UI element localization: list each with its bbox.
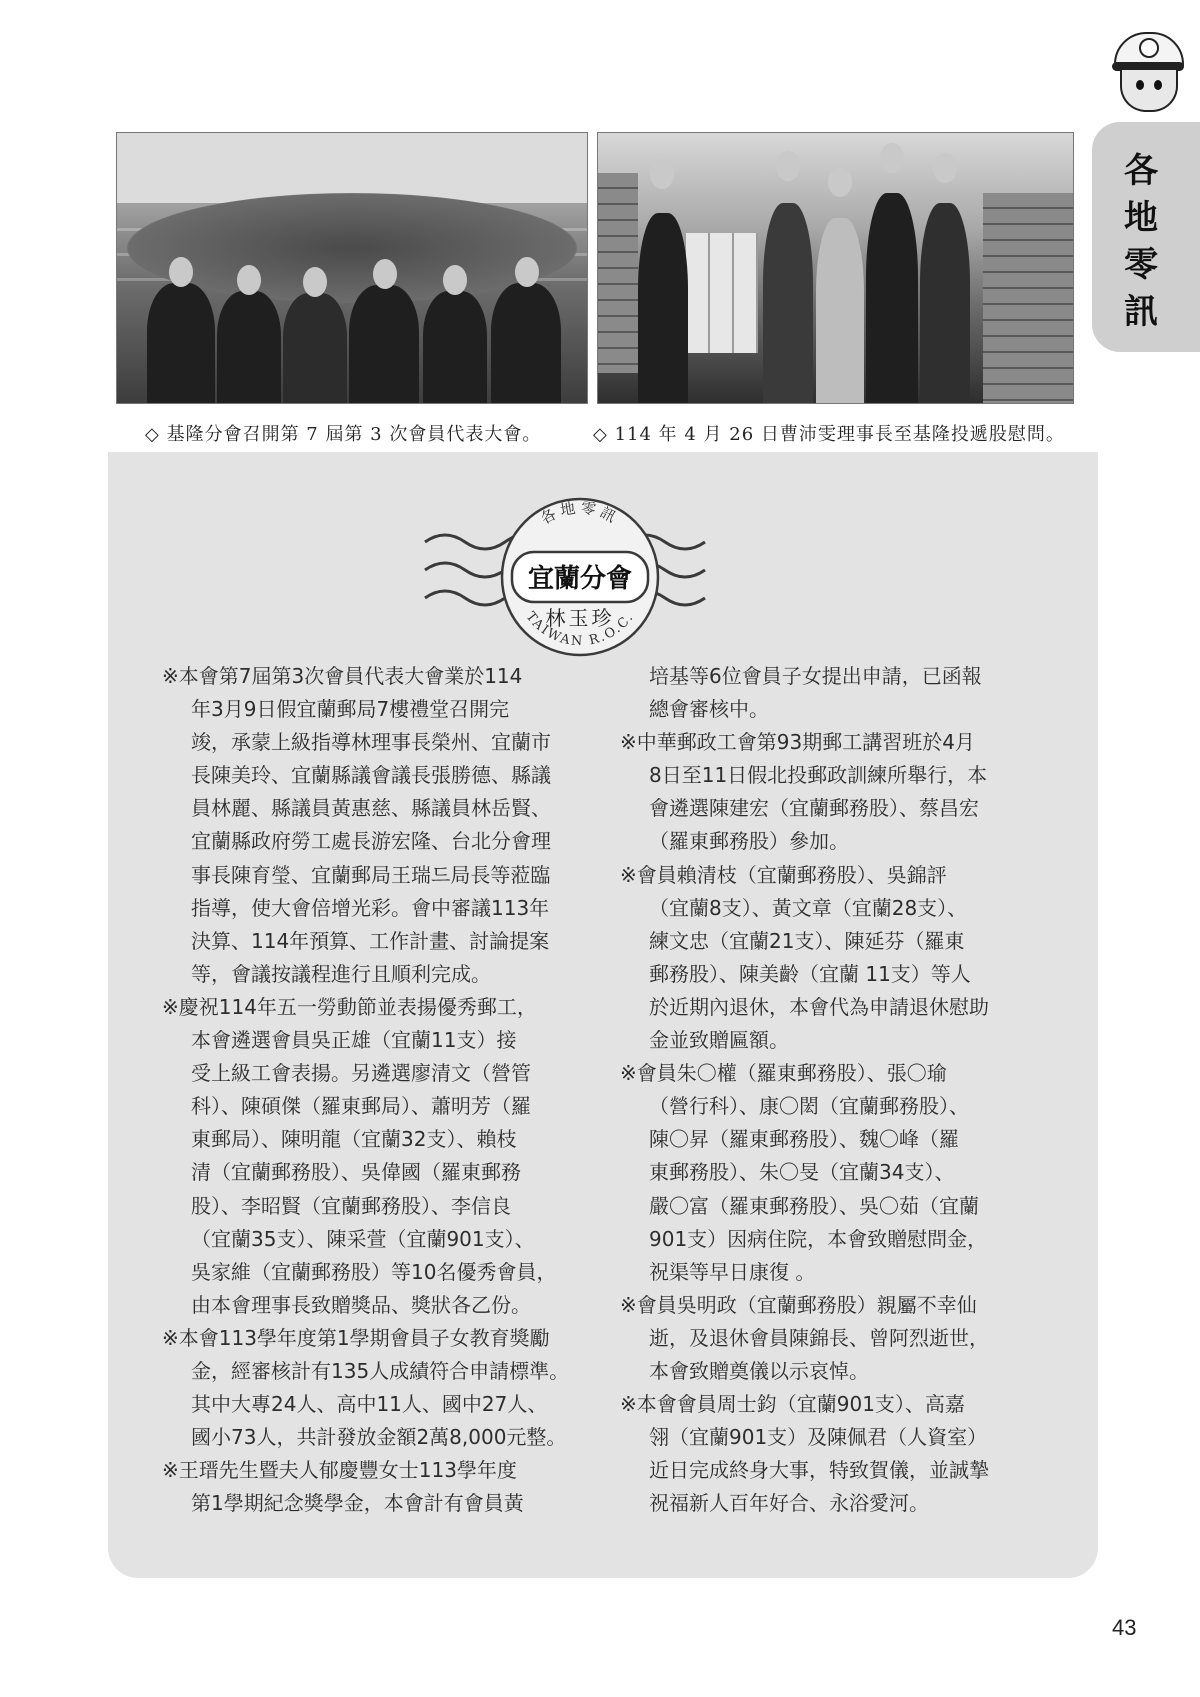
photo-staff-person	[763, 203, 813, 403]
photo-front-head	[515, 257, 539, 287]
stamp-author: 林玉珍	[545, 606, 615, 630]
photo-caption-left: ◇ 基隆分會召開第 7 屆第 3 次會員代表大會。	[145, 424, 542, 445]
article-line: ※會員吳明政（宜蘭郵務股）親屬不幸仙	[620, 1292, 977, 1317]
article-line: 宜蘭縣政府勞工處長游宏隆、台北分會理	[191, 829, 551, 854]
article-line: 練文忠（宜蘭21支）、陳延芬（羅東	[649, 928, 965, 953]
stamp-bottom-text: TAIWAN R.O.C.	[522, 609, 638, 650]
article-line: 近日完成終身大事，特致賀儀，並誠摯	[649, 1458, 989, 1483]
photo-front-person	[423, 291, 487, 403]
photo-front-person	[491, 283, 561, 403]
photo-staff-head	[776, 151, 800, 181]
article-line: 受上級工會表揚。另遴選廖清文（營管	[191, 1061, 531, 1086]
photo-staff-head	[650, 159, 674, 189]
article-line: 金並致贈匾額。	[649, 1028, 789, 1053]
article-line: 由本會理事長致贈獎品、獎狀各乙份。	[191, 1292, 531, 1317]
article-line: 指導，使大會倍增光彩。會中審議113年	[191, 895, 550, 920]
article-line: 本會遴選會員吳正雄（宜蘭11支）接	[191, 1028, 517, 1053]
article-line: ※會員朱〇權（羅東郵務股）、張〇瑜	[620, 1061, 947, 1086]
article-line: 決算、114年預算、工作計畫、討論提案	[191, 928, 550, 953]
photo-front-head	[443, 265, 467, 295]
article-line: （宜蘭35支）、陳采萱（宜蘭901支）、	[191, 1226, 535, 1251]
photo-staff-person	[866, 193, 918, 403]
article-line: 金，經審核計有135人成績符合申請標準。	[191, 1358, 570, 1383]
stamp-title: 宜蘭分會	[527, 564, 633, 594]
article-line: 長陳美玲、宜蘭縣議會議長張勝德、縣議	[191, 763, 551, 788]
article-line: （營行科）、康〇閎（宜蘭郵務股）、	[649, 1094, 969, 1119]
photo-front-person	[349, 285, 419, 403]
article-line: 等，會議按議程進行且順利完成。	[191, 961, 491, 986]
article-line: ※中華郵政工會第93期郵工講習班於4月	[620, 730, 975, 755]
article-line: 於近期內退休，本會代為申請退休慰助	[649, 994, 989, 1019]
photo-front-head	[303, 267, 327, 297]
article-line: ※本會113學年度第1學期會員子女教育獎勵	[162, 1325, 550, 1350]
photo-mail-shelf	[598, 173, 638, 373]
photo-gift-boxes	[686, 233, 758, 353]
stamp-top-text: 各地零訊	[537, 498, 623, 529]
article-line: 總會審核中。	[649, 697, 769, 722]
article-line: 陳〇昇（羅東郵務股）、魏〇峰（羅	[649, 1127, 959, 1152]
photo-staff-person	[638, 213, 688, 403]
article-line: 員林麗、縣議員黃惠慈、縣議員林岳賢、	[191, 796, 551, 821]
article-column-left	[162, 660, 584, 1520]
photo-caption-right: ◇ 114 年 4 月 26 日曹沛雯理事長至基隆投遞股慰問。	[593, 424, 1065, 445]
article-column-right	[620, 660, 1042, 1520]
article-line: 東郵局）、陳明龍（宜蘭32支）、賴枝	[191, 1127, 517, 1152]
article-line: 祝渠等早日康復 。	[649, 1259, 816, 1284]
article-line: 8日至11日假北投郵政訓練所舉行，本	[649, 763, 988, 788]
article-line: 會遴選陳建宏（宜蘭郵務股）、蔡昌宏	[649, 796, 979, 821]
mascot-icon	[1108, 30, 1188, 122]
article-line: ※本會第7屆第3次會員代表大會業於114	[162, 664, 523, 688]
article-line: 祝福新人百年好合、永浴愛河。	[649, 1491, 929, 1516]
page-number: 43	[1112, 1615, 1137, 1640]
photo-front-head	[169, 257, 193, 287]
article-line: 培基等6位會員子女提出申請，已函報	[649, 664, 982, 688]
article-line: 國小73人，共計發放金額2萬8,000元整。	[191, 1425, 567, 1450]
article-line: 東郵務股）、朱〇旻（宜蘭34支）、	[649, 1160, 955, 1185]
article-line: ※會員賴清枝（宜蘭郵務股）、吳錦評	[620, 862, 947, 887]
photo-staff-person	[920, 203, 970, 403]
photo-staff-person	[816, 218, 864, 403]
article-line: 科）、陳碩傑（羅東郵局）、蕭明芳（羅	[191, 1094, 531, 1119]
article-line: 其中大專24人、高中11人、國中27人、	[191, 1392, 548, 1417]
article-line: ※本會會員周士鈞（宜蘭901支）、高嘉	[620, 1392, 965, 1417]
photo-front-person	[147, 283, 215, 403]
article-line: 翎（宜蘭901支）及陳佩君（人資室）	[649, 1425, 988, 1450]
photo-front-head	[237, 265, 261, 295]
article-line: 事長陳育瑩、宜蘭郵局王瑞드局長等蒞臨	[191, 862, 551, 887]
article-line: ※王瑨先生暨夫人郁慶豐女士113學年度	[162, 1458, 517, 1483]
photo-front-person	[283, 293, 347, 403]
photo-staff-head	[880, 143, 904, 173]
photo-front-person	[217, 291, 281, 403]
photo-mail-shelf	[983, 193, 1073, 403]
photo-staff-head	[933, 153, 957, 183]
section-tab-label: 各地零訊	[1124, 151, 1158, 332]
article-line: 本會致贈奠儀以示哀悼。	[649, 1358, 869, 1383]
article-line: 年3月9日假宜蘭郵局7樓禮堂召開完	[191, 697, 510, 722]
article-line: 股）、李昭賢（宜蘭郵務股）、李信良	[191, 1193, 511, 1218]
photo-staff-head	[828, 167, 852, 197]
article-line: ※慶祝114年五一勞動節並表揚優秀郵工，	[162, 994, 537, 1019]
article-line: 竣，承蒙上級指導林理事長榮州、宜蘭市	[191, 730, 551, 755]
article-line: （宜蘭8支）、黃文章（宜蘭28支）、	[649, 895, 968, 920]
article-line: 清（宜蘭郵務股）、吳偉國（羅東郵務	[191, 1160, 521, 1185]
article-line: 吳家維（宜蘭郵務股）等10名優秀會員，	[191, 1259, 557, 1284]
article-line: 逝，及退休會員陳錦長、曾阿烈逝世，	[649, 1325, 989, 1350]
article-line: 901支）因病住院，本會致贈慰問金，	[649, 1226, 988, 1251]
photo-keelung-assembly	[116, 132, 588, 404]
article-line: （羅東郵務股）參加。	[649, 829, 849, 854]
photo-front-head	[373, 259, 397, 289]
photo-keelung-delivery-visit	[597, 132, 1074, 404]
article-line: 第1學期紀念獎學金，本會計有會員黃	[191, 1491, 524, 1516]
article-line: 嚴〇富（羅東郵務股）、吳〇茹（宜蘭	[649, 1193, 979, 1218]
article-line: 郵務股）、陳美齡（宜蘭 11支）等人	[649, 961, 971, 986]
postmark-stamp	[420, 492, 720, 662]
